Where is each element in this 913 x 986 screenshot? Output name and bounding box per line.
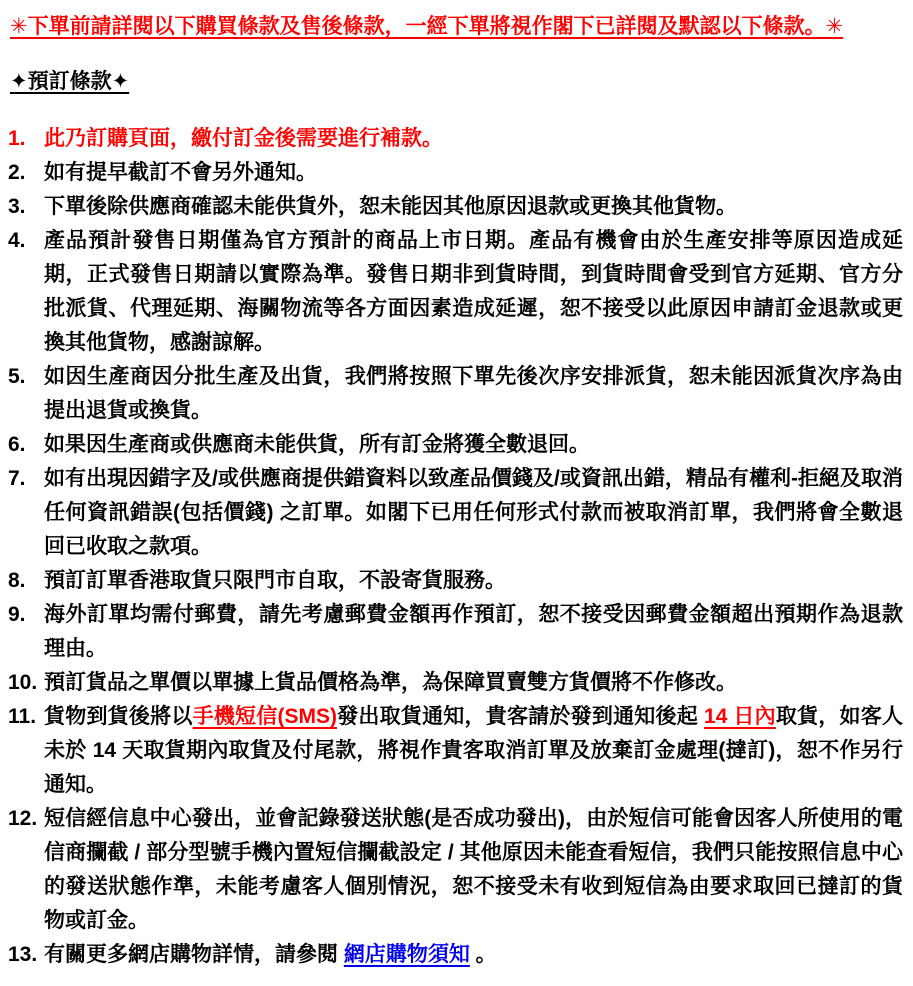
term-item [8,224,903,360]
term-text [44,190,903,224]
term-item [8,802,903,938]
term-number: 13. [8,943,38,966]
highlighted-term-text: 手機短信(SMS) [192,705,337,728]
term-text [44,666,903,700]
term-segment: 預訂貨品之單價以單據上貨品價格為準，為保障買賣雙方貨價將不作修改。 [44,671,737,694]
terms-list [8,122,903,972]
term-text [44,938,903,972]
term-segment: 取貨，如客人未於 14 天取貨期內取貨及付尾款，將視作貴客取消訂單及放棄訂金處理(撻訂)，恕不作另行通知。 [44,705,904,796]
term-text [44,428,903,462]
term-item [8,938,903,972]
term-text [44,564,903,598]
term-segment: 發出取貨通知，貴客請於發到通知後起 [336,705,705,728]
term-number: 9. [8,603,26,626]
highlighted-term-text: 14 日內 [704,705,776,728]
term-segment: 如因生產商因分批生產及出貨，我們將按照下單先後次序安排派貨，恕未能因派貨次序為由提出退貨或換貨。 [44,365,903,422]
term-text [44,700,903,802]
term-segment: 此乃訂購頁面，繳付訂金後需要進行補款。 [44,127,443,150]
term-item [8,428,903,462]
term-item [8,598,903,666]
term-item [8,564,903,598]
term-number: 11. [8,705,37,728]
term-segment: 下單後除供應商確認未能供貨外，恕未能因其他原因退款或更換其他貨物。 [44,195,737,218]
term-segment: 產品預計發售日期僅為官方預計的商品上市日期。產品有機會由於生產安排等原因造成延期，正式發售日期請以實際為準。發售日期非到貨時間，到貨時間會受到官方延期、官方分批派貨、代理延期、海關物流等各方面因素造成延遲，恕不接受以此原因申請訂金退款或更換其他貨物，感謝諒解。 [44,229,903,354]
term-number: 8. [8,569,26,592]
term-number: 6. [8,433,26,456]
term-item [8,462,903,564]
term-segment: 如果因生產商或供應商未能供貨，所有訂金將獲全數退回。 [44,433,590,456]
term-segment: 貨物到貨後將以 [44,705,193,728]
page-title: ✳下單前請詳閱以下購買條款及售後條款，一經下單將視作閣下已詳閱及默認以下條款。✳ [10,15,844,38]
term-segment: 短信經信息中心發出，並會記錄發送狀態(是否成功發出)，由於短信可能會因客人所使用的電信商攔截 / 部分型號手機內置短信攔截設定 / 其他原因未能查看短信，我們只能按照信息中心的發送狀態作準，未能考慮客人個別情況，恕不接受未有收到短信為由要求取回已撻訂的貨物或訂金。 [44,807,903,932]
term-item [8,700,903,802]
term-text [44,224,903,360]
term-number: 5. [8,365,26,388]
term-segment: 海外訂單均需付郵費，請先考慮郵費金額再作預訂，恕不接受因郵費金額超出預期作為退款理由。 [44,603,903,660]
term-segment: 有關更多網店購物詳情，請參閱 [44,943,344,966]
term-text [44,122,903,156]
term-number: 10. [8,671,38,694]
term-text [44,462,903,564]
section-header-preorder-terms: ✦預訂條款✦ [10,70,130,93]
term-item [8,122,903,156]
term-number: 7. [8,467,26,490]
shop-guide-link[interactable]: 網店購物須知 [343,943,470,966]
term-number: 12. [8,807,38,830]
term-item [8,156,903,190]
term-text [44,598,903,666]
term-number: 1. [8,127,26,150]
term-segment: 如有提早截訂不會另外通知。 [44,161,317,184]
term-segment: 。 [469,943,497,966]
term-text [44,802,903,938]
term-number: 4. [8,229,26,252]
term-number: 2. [8,161,26,184]
term-text [44,360,903,428]
term-segment: 如有出現因錯字及/或供應商提供錯資料以致產品價錢及/或資訊出錯，精品有權利-拒絕及取消任何資訊錯誤(包括價錢) 之訂單。如閣下已用任何形式付款而被取消訂單，我們將會全數退回已收取之款項。 [44,467,903,558]
term-item [8,190,903,224]
term-segment: 預訂訂單香港取貨只限門市自取，不設寄貨服務。 [44,569,506,592]
term-number: 3. [8,195,26,218]
term-text [44,156,903,190]
term-item [8,666,903,700]
term-item [8,360,903,428]
